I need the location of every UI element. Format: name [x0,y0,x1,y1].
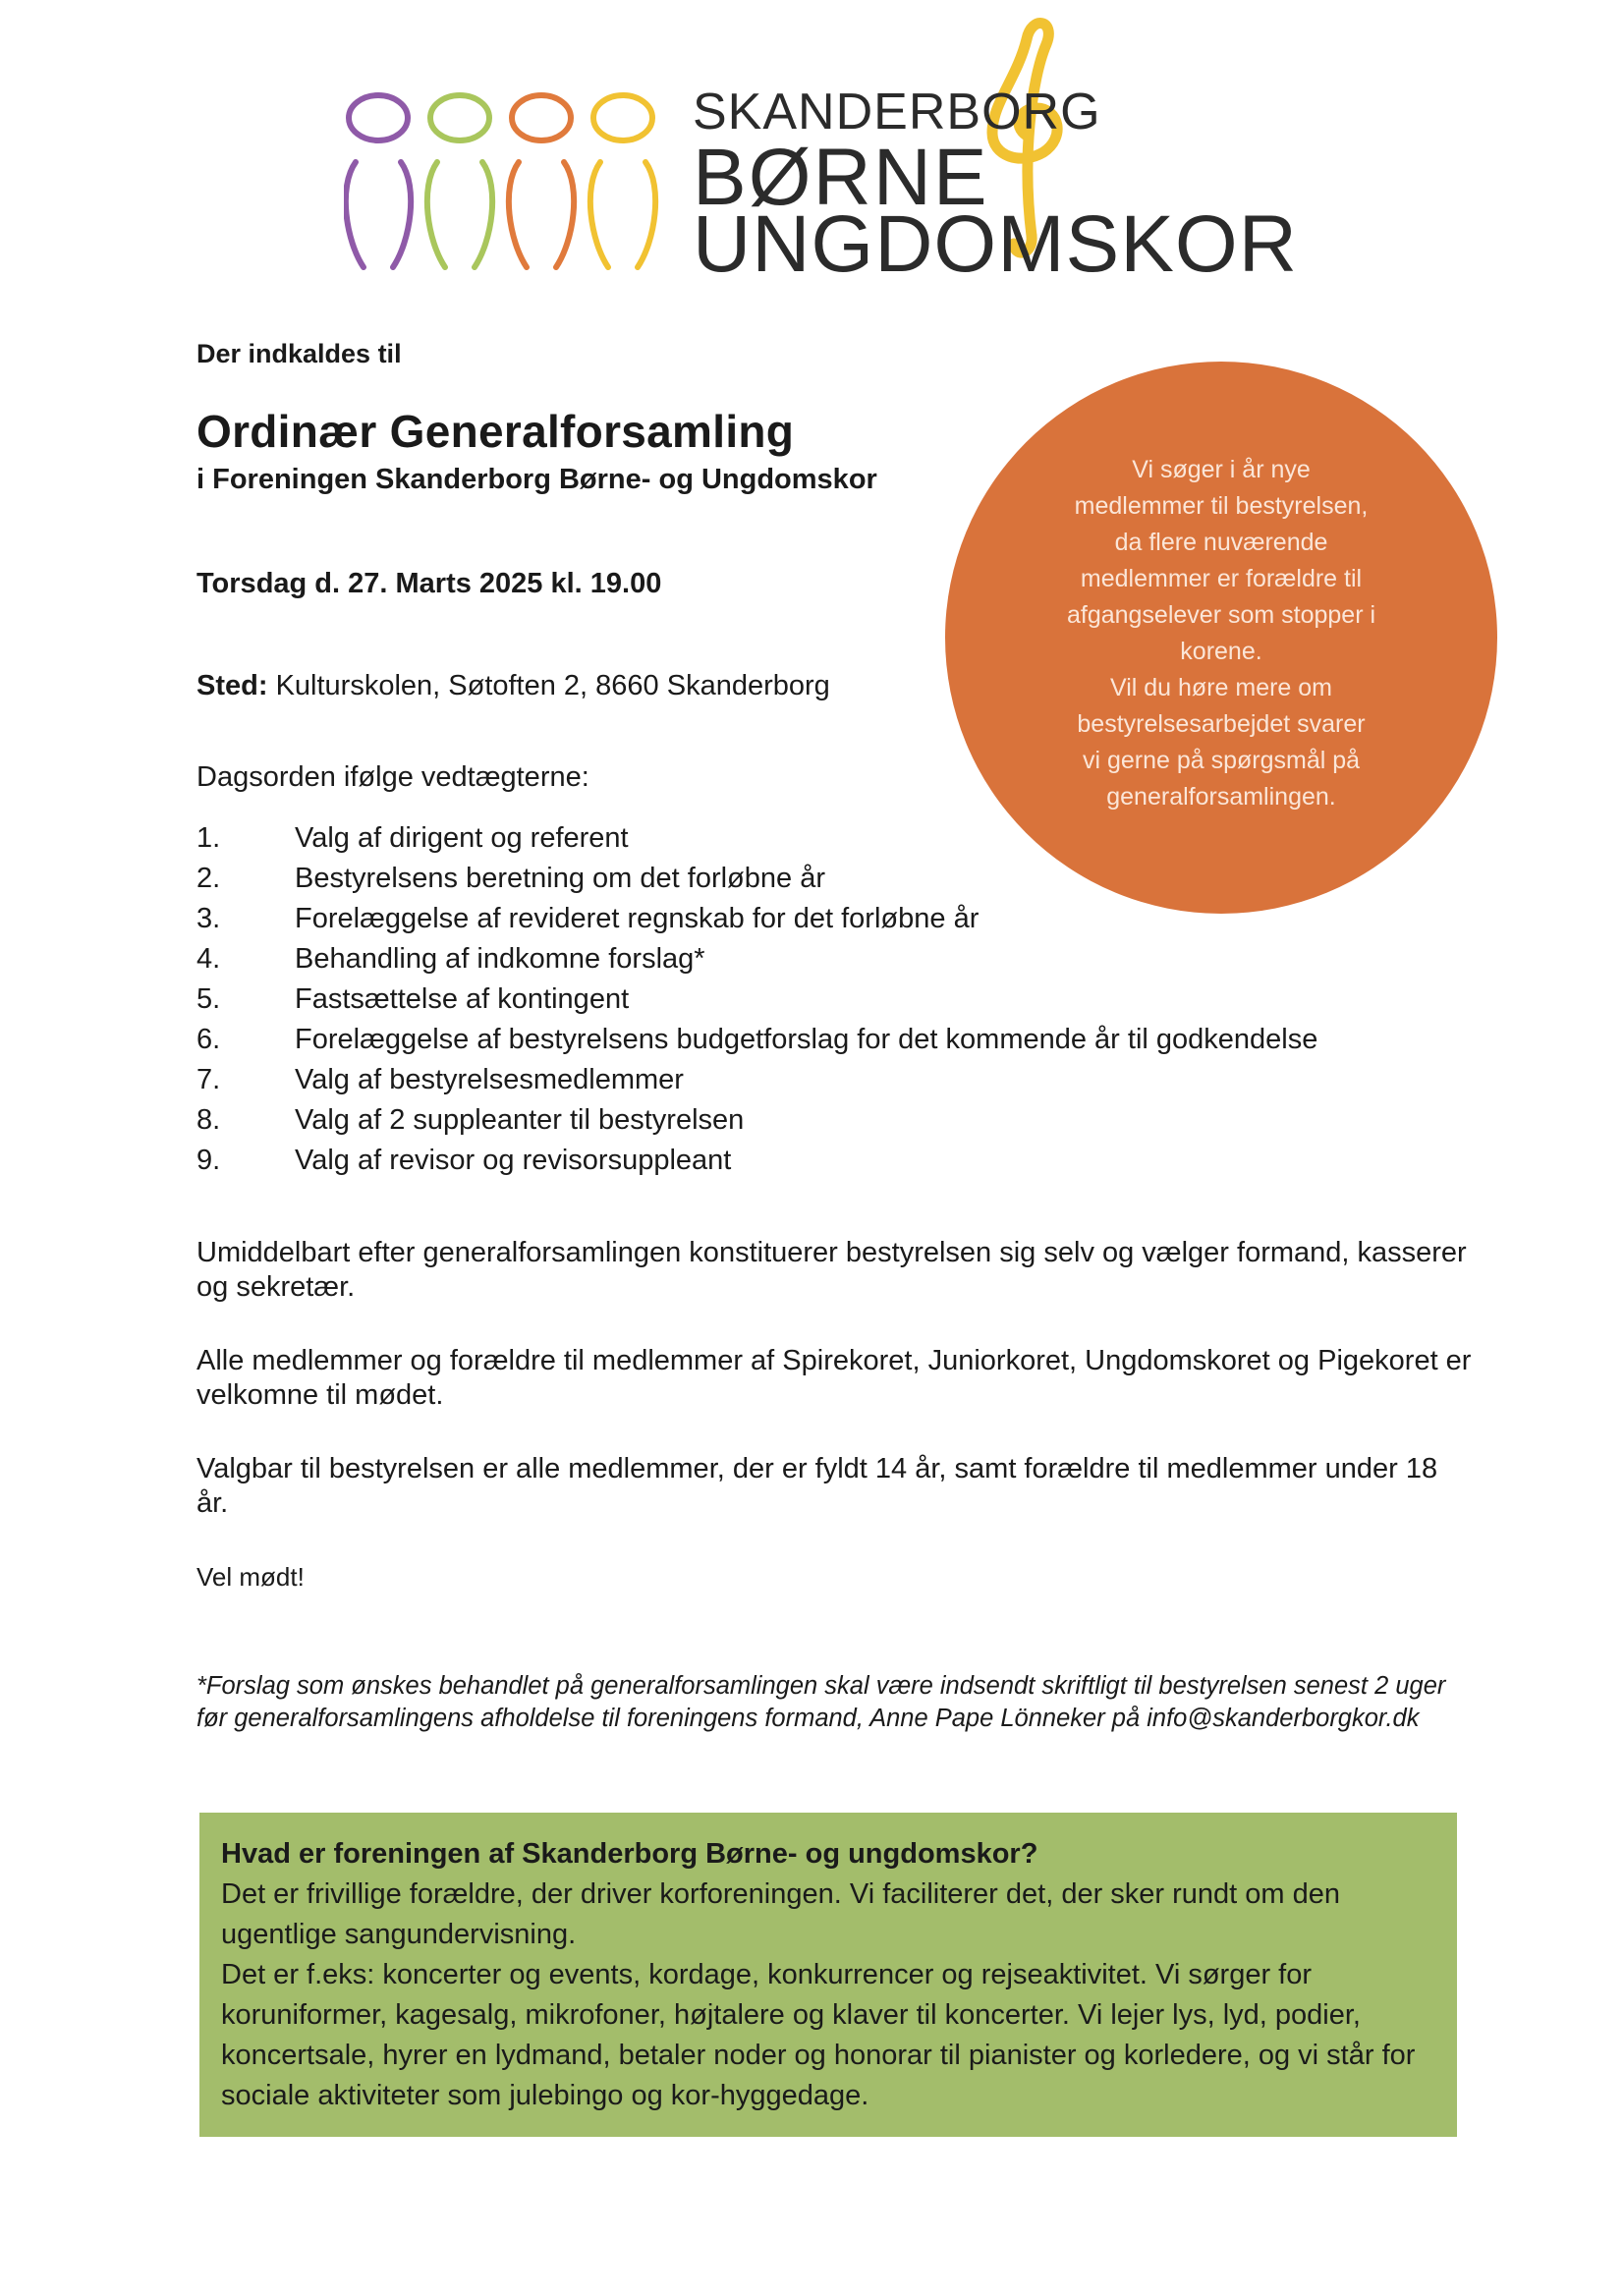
association-info-box [199,1813,1457,2137]
agenda-item-text: Valg af 2 suppleanter til bestyrelsen [295,1104,745,1136]
singer-figure-green [427,95,492,267]
intro-text: Der indkaldes til [196,339,402,368]
agenda-item [196,1100,1317,1141]
info-box-heading: Hvad er foreningen af Skanderborg Børne- og ungdomskor? [221,1838,1038,1870]
agenda-item-text: Forelæggelse af revideret regnskab for det forløbne år [295,903,980,934]
agenda-item-text: Valg af revisor og revisorsuppleant [295,1145,732,1176]
singer-figure-orange [509,95,574,267]
singer-figure-yellow [590,95,655,267]
callout-line: bestyrelsesarbejdet svarer [1077,710,1366,738]
callout-line: medlemmer er forældre til [1080,565,1363,592]
agenda-item [196,980,1317,1020]
callout-line: da flere nuværende [1114,529,1328,556]
page-title: Ordinær Generalforsamling [196,406,795,457]
agenda-item [196,899,1317,939]
agenda-item [196,1060,1317,1100]
agenda-item [196,818,1317,859]
callout-text [1039,452,1403,815]
agenda-item-number: 2. [196,863,221,894]
info-box-text: Det er f.eks: koncerter og events, kordage, konkurrencer og rejseaktivitet. Vi sørger for koruniformer, kagesalg, mikrofoner, højtalere og klaver til koncerter. Vi lejer lys, lyd, podier, koncertsale, hyrer en lydmand, betaler noder og honorar til pianister og korledere, og vi står for sociale aktiviteter som julebingo og kor-hyggedage. [221,1959,1416,2111]
choir-logo [344,10,1326,289]
callout-line: korene. [1180,638,1262,665]
footnote: *Forslag som ønskes behandlet på generalforsamlingen skal være indsendt skriftligt til bestyrelsen senest 2 uger før generalforsamlingens afholdelse til foreningens formand, Anne Pape Lönneker på info@skanderborgkor.dk [196,1672,1446,1732]
eligibility-paragraph: Valgbar til bestyrelsen er alle medlemmer, der er fyldt 14 år, samt forældre til medlemmer under 18 år. [196,1453,1438,1519]
agenda-item [196,1020,1317,1060]
agenda-intro: Dagsorden ifølge vedtægterne: [196,761,589,793]
agenda-item-number: 4. [196,943,221,975]
agenda-item-number: 7. [196,1064,221,1095]
callout-line: medlemmer til bestyrelsen, [1074,492,1369,520]
callout-line: generalforsamlingen. [1106,783,1336,811]
meeting-venue [196,670,830,702]
agenda-item [196,939,1317,980]
page-subtitle: i Foreningen Skanderborg Børne- og Ungdomskor [196,464,877,495]
agenda-item-number: 8. [196,1104,221,1136]
agenda-item-number: 6. [196,1024,221,1055]
venue-label: Sted: [196,670,268,701]
venue-address: Kulturskolen, Søtoften 2, 8660 Skanderborg [275,670,830,701]
callout-line: vi gerne på spørgsmål på [1082,747,1361,774]
agenda-item-text: Forelæggelse af bestyrelsens budgetforslag for det kommende år til godkendelse [295,1024,1318,1055]
callout-line: Vi søger i år nye [1132,456,1311,483]
info-box-text: Det er frivillige forældre, der driver korforeningen. Vi faciliterer det, der sker rundt om den ugentlige sangundervisning. [221,1878,1341,1950]
agenda-item [196,1141,1317,1181]
agenda-item-text: Bestyrelsens beretning om det forløbne år [295,863,825,894]
agenda-item-number: 3. [196,903,221,934]
logo-word-skanderborg: SKANDERBORG [693,84,1101,140]
closing-text: Vel mødt! [196,1562,305,1592]
agenda-item-text: Valg af dirigent og referent [295,822,629,854]
welcome-paragraph: Alle medlemmer og forældre til medlemmer af Spirekoret, Juniorkoret, Ungdomskoret og Pigekoret er velkomne til mødet. [196,1345,1472,1411]
logo-word-borne: BØRNE [693,133,989,222]
callout-line: Vil du høre mere om [1109,674,1332,701]
callout-line: afgangselever som stopper i [1066,601,1376,629]
agenda-item-text: Valg af bestyrelsesmedlemmer [295,1064,684,1095]
board-constitution-paragraph: Umiddelbart efter generalforsamlingen konstituerer bestyrelsen sig selv og vælger formand, kasserer og sekretær. [196,1237,1467,1303]
agenda-item-number: 1. [196,822,221,854]
logo-word-ungdomskor: UNGDOMSKOR [693,199,1298,289]
agenda-list [196,818,1317,1181]
singer-figure-purple [346,95,411,267]
agenda-item-number: 5. [196,983,221,1015]
agenda-item-number: 9. [196,1145,221,1176]
meeting-date: Torsdag d. 27. Marts 2025 kl. 19.00 [196,568,662,599]
agenda-item-text: Fastsættelse af kontingent [295,983,630,1015]
agenda-item-text: Behandling af indkomne forslag* [295,943,705,975]
agenda-item [196,859,1317,899]
